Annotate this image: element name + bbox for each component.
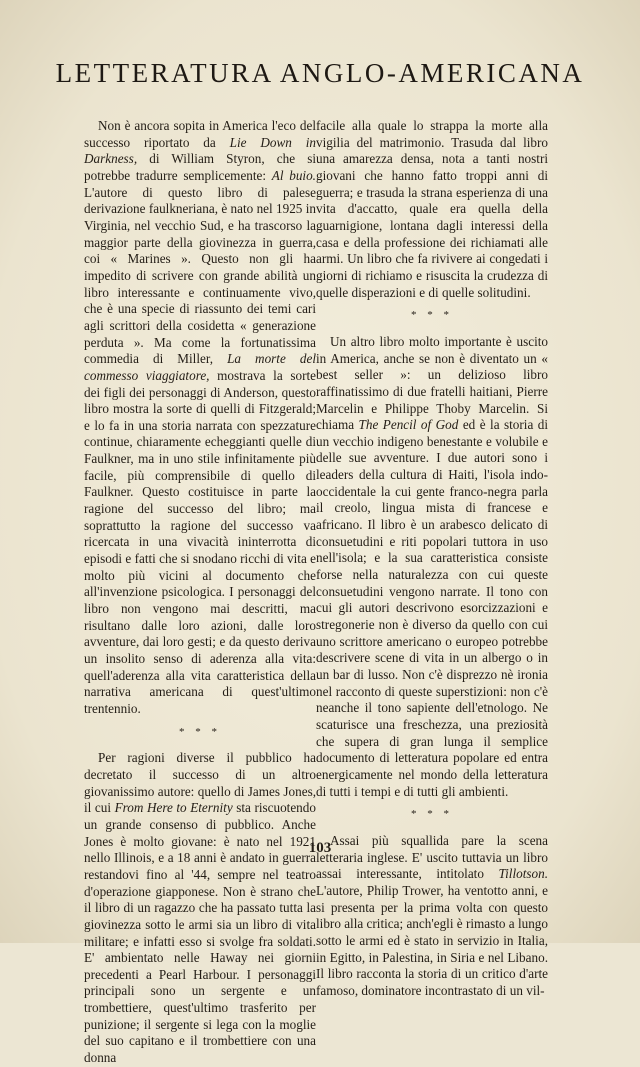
book-title-pencil-of-god: The Pencil of God [358, 417, 459, 433]
paragraph-trower: Assai più squallida pare la scena letteraria inglese. E' uscito tuttavia un libro assai interessante, intitolato Tillotson. L'autore, Philip Trower, ha ventotto anni, e si presenta per la prima volta con questo libro alla critica; anch'egli è rimasto a lungo sotto le armi ed è stato in servizio in Italia, in Egitto, in Palestina, in Siria e nel Libano. Il libro racconta la storia di un critico d'arte famoso, dominatore incontrastato di un vil- [316, 832, 548, 998]
play-title-morte-commesso-viaggiatore: La morte del commesso viaggiatore, [84, 351, 316, 383]
page-title: LETTERATURA ANGLO-AMERICANA [55, 58, 585, 88]
book-title-al-buio: Al buio. [271, 167, 316, 183]
left-column [84, 118, 316, 1067]
book-title-from-here-to-eternity: From Here to Eternity [114, 800, 233, 816]
book-title-lie-down-in-darkness: Lie Down in Darkness, [84, 134, 316, 167]
section-separator: * * * [411, 808, 453, 821]
paragraph-jones-continued: facile alla quale lo strappa la morte alla vigilia del matrimonio. Trasuda dal libro una amarezza densa, nota a tanti nostri giovani che hanno fatto troppi anni di guerra; e trasuda la strana esperienza di una vita d'accatto, quale era quella della guarnigione, lontana dagli interessi della casa e della professione dei richiamati alle armi. Un libro che fa rivivere ai congedati i giorni di richiamo e risuscita la crudezza di quelle disperazioni e di quelle solitudini. [316, 118, 548, 300]
section-separator: * * * [411, 309, 453, 322]
paragraph-jones: Per ragioni diverse il pubblico ha decretato il successo di un altro giovanissimo autore: quello di James Jones, il cui From Here to Eternity sta riscuotendo un grande consenso di pubblico. Anche Jones è molto giovane: è nato nel 1921 nello Illinois, e a 18 anni è andato in guerra restandovi fino al '44, sempre nel teatro d'operazione giapponese. Non è strano che il libro di un ragazzo che ha passato tutta la giovinezza sotto le armi sia un libro di vita militare; e infatti esso si svolge fra soldati. E' ambientato nelle Haway nei giorni precedenti a Pearl Harbour. I personaggi principali sono un sergente e un trombettiere, quest'ultimo trasferito per punizione; il sergente si lega con la moglie del suo capitano e il trombettiere con una donna [84, 750, 316, 1066]
section-separator: * * * [179, 725, 221, 738]
right-column [316, 118, 548, 999]
paragraph-marcelin: Un altro libro molto importante è uscito in America, anche se non è diventato un « best seller »: un delizioso libro raffinatissimo di due fratelli haitiani, Pierre Marcelin e Philippe Thoby Marcelin. Si chiama The Pencil of God ed è la storia di un vecchio indigeno benestante e volubile e delle sue avventure. I due autori sono i leaders della cultura di Haiti, l'isola indo-occidentale la cui gente franco-negra parla il creolo, lingua mista di francese e africano. Il libro è un arabesco delicato di consuetudini e riti popolari tuttora in uso nell'isola; e la sua caratteristica consiste forse nella naturalezza con cui queste consuetudini vengono narrate. Il tono con cui gli autori descrivono esorcizzazioni e stregonerie non è diverso da quello con cui uno scrittore americano o europeo potrebbe descrivere scene di vita in un albergo o in un bar di lusso. Non c'è disprezzo nè ironia nel racconto di queste superstizioni: non c'è neanche il tono sapiente dell'etnologo. Ne scaturisce una freschezza, una preziosità che supera di gran lunga il semplice documento di letteratura popolare ed entra energicamente nel mondo della letteratura di tutti i tempi e di tutti gli ambienti. [316, 333, 549, 799]
paragraph-styron: Non è ancora sopita in America l'eco del successo riportato da Lie Down in Darkness, di William Styron, che si potrebbe tradurre semplicemente: Al buio. L'autore di questo libro di palese derivazione faulkneriana, è nato nel 1925 in Virginia, nel vecchio Sud, e ha trascorso la maggior parte della giovinezza in guerra, coi « Marines ». Questo non gli ha impedito di scrivere con grande abilità un libro interessante e continuamente vivo, che è una specie di riassunto dei temi cari agli scrittori della cosidetta « generazione perduta ». Ma come la fortunatissima commedia di Miller, La morte del commesso viaggiatore, mostrava la sorte dei figli dei personaggi di Anderson, questo libro mostra la sorte di quelli di Fitzgerald; e lo fa in una storia narrata con spezzature continue, chiaramente echeggianti quelle di Faulkner, ma in uno stile infinitamente più facile, più comprensibile di quello di Faulkner. Questo costituisce in parte la ragione del successo del libro; ma soprattutto la ragione del successo va ricercata in una vivacità ininterrotta di episodi e fatti che si snodano ricchi di vita e molto più vicini al documento che all'invenzione psicologica. I personaggi del libro non vengono mai descritti, ma risultano dalle loro azioni, dalle loro avventure, dai loro gesti; e da questo deriva un insolito senso di aderenza alla vita: quell'aderenza alla vita caratteristica della narrativa americana di quest'ultimo trentennio. [84, 118, 316, 716]
page-number: 103 [308, 840, 332, 856]
book-title-tillotson: Tillotson. [498, 866, 548, 882]
